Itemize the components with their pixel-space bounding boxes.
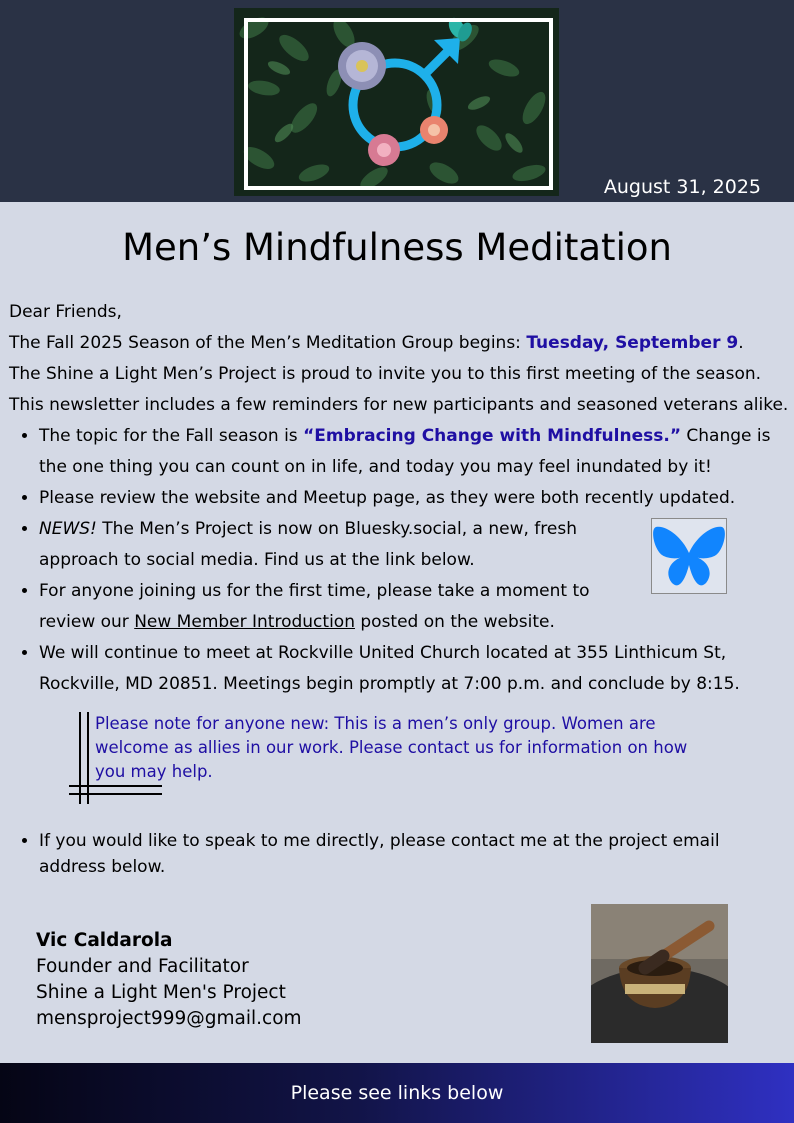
- contact-list: [9, 828, 789, 880]
- singing-bowl-icon: [591, 904, 728, 1043]
- header-band: [0, 0, 794, 202]
- bluesky-butterfly-icon[interactable]: [651, 518, 727, 594]
- bullet-4-pre: For anyone joining us for the first time, please take a moment to review our: [39, 581, 590, 632]
- hero-image: [234, 8, 559, 196]
- issue-date: August 31, 2025: [603, 176, 761, 198]
- new-member-intro-link[interactable]: New Member Introduction: [134, 612, 355, 632]
- news-label: NEWS!: [39, 519, 97, 539]
- intro-line-1-text: The Fall 2025 Season of the Men’s Meditation Group begins:: [9, 333, 527, 353]
- bullet-1-pre: The topic for the Fall season is: [39, 426, 304, 446]
- women-note-text: Please note for anyone new: This is a men’s only group. Women are welcome as allies in our work. Please contact us for information on how you may help.: [95, 714, 688, 781]
- intro-line-1: [9, 328, 789, 359]
- list-item: • We will continue to meet at Rockville United Church located at 355 Linthicum St, Rockville, MD 20851. Meetings begin promptly at 7:00 p.m. and conclude by 8:15.: [39, 638, 789, 700]
- singing-bowl-photo: [591, 904, 728, 1043]
- season-topic-highlight: “Embracing Change with Mindfulness.”: [303, 426, 681, 446]
- footer-banner: [0, 1063, 794, 1123]
- intro-line-1-end: .: [738, 333, 744, 353]
- signer-organization: Shine a Light Men's Project: [36, 982, 286, 1003]
- signer-name: Vic Caldarola: [36, 930, 173, 951]
- signature-block: [36, 928, 302, 1032]
- intro-line-3: This newsletter includes a few reminders for new participants and seasoned veterans alike.: [9, 395, 789, 415]
- contact-email[interactable]: mensproject999@gmail.com: [36, 1008, 302, 1029]
- bullet-3-text: The Men’s Project is now on Bluesky.social, a new, fresh approach to social media. Find us at the link below.: [39, 519, 577, 570]
- greeting: Dear Friends,: [9, 302, 122, 322]
- bluesky-logo-graphic: [652, 519, 726, 593]
- list-item: • If you would like to speak to me directly, please contact me at the project email address below.: [39, 828, 789, 880]
- list-item: [39, 421, 789, 483]
- signer-role: Founder and Facilitator: [36, 956, 249, 977]
- page-title: Men’s Mindfulness Meditation: [122, 226, 672, 269]
- hero-white-frame: [244, 18, 553, 190]
- footer-text[interactable]: Please see links below: [290, 1082, 504, 1104]
- intro-line-2: The Shine a Light Men’s Project is proud to invite you to this first meeting of the season.: [9, 364, 762, 384]
- bullet-1-post: Change is the one thing you can count on in life, and today you may feel inundated by it!: [39, 426, 771, 477]
- bullet-4-post: posted on the website.: [354, 612, 555, 632]
- list-item: • Please review the website and Meetup page, as they were both recently updated.: [39, 483, 789, 514]
- start-date-highlight: Tuesday, September 9: [526, 333, 739, 353]
- women-note-callout: [69, 712, 789, 806]
